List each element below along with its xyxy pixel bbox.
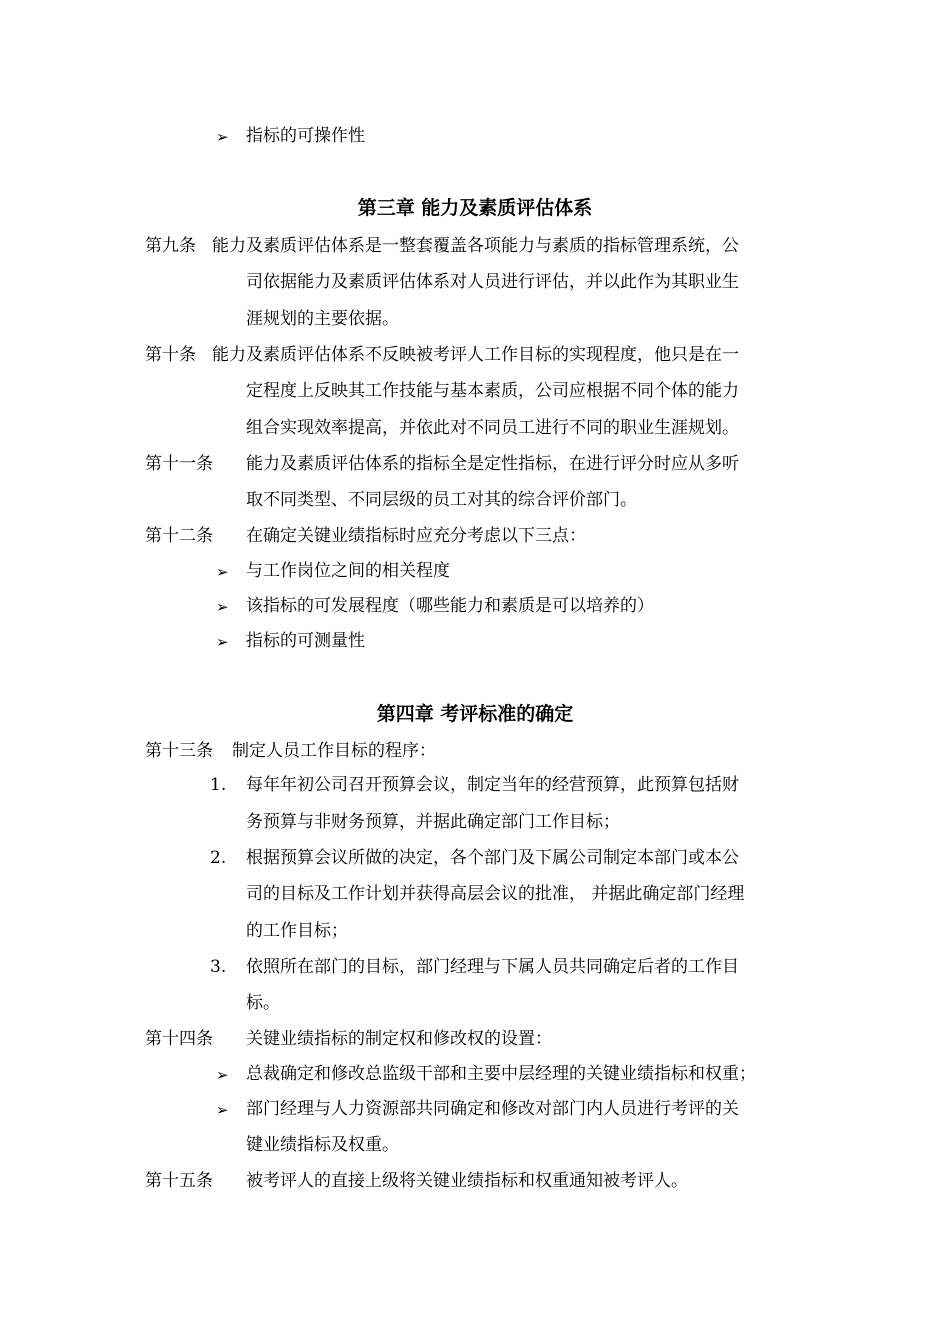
bullet-arrow-icon: ➢ xyxy=(216,1066,229,1084)
bullet-arrow-icon: ➢ xyxy=(216,1101,229,1119)
list-number: 2. xyxy=(210,848,227,868)
bullet-arrow-icon: ➢ xyxy=(216,128,229,146)
article-11-line: 取不同类型、不同层级的员工对其的综合评价部门。 xyxy=(246,490,637,510)
list-item-line: 务预算与非财务预算，并据此确定部门工作目标； xyxy=(246,812,620,832)
bullet-text: 指标的可操作性 xyxy=(246,126,365,146)
chapter-4-title: 第四章 考评标准的确定 xyxy=(376,703,574,725)
list-item-line: 司的目标及工作计划并获得高层会议的批准， 并据此确定部门经理 xyxy=(246,884,745,904)
bullet-text: 该指标的可发展程度（哪些能力和素质是可以培养的） xyxy=(246,596,654,616)
list-item-line: 标。 xyxy=(246,993,280,1013)
chapter-3-title: 第三章 能力及素质评估体系 xyxy=(357,197,593,219)
article-10-line: 能力及素质评估体系不反映被考评人工作目标的实现程度，他只是在一 xyxy=(212,345,739,365)
bullet-arrow-icon: ➢ xyxy=(216,563,229,581)
article-13-label: 第十三条 xyxy=(145,741,213,761)
article-9-label: 第九条 xyxy=(145,236,196,256)
list-item-line: 每年年初公司召开预算会议，制定当年的经营预算，此预算包括财 xyxy=(246,775,739,795)
list-number: 3. xyxy=(210,957,227,977)
article-12-label: 第十二条 xyxy=(145,526,213,546)
list-item-line: 的工作目标； xyxy=(246,921,348,941)
bullet-text: 指标的可测量性 xyxy=(246,631,365,651)
article-9-line: 能力及素质评估体系是一整套覆盖各项能力与素质的指标管理系统，公 xyxy=(212,236,739,256)
article-11-line: 能力及素质评估体系的指标全是定性指标，在进行评分时应从多听 xyxy=(246,454,739,474)
bullet-text: 与工作岗位之间的相关程度 xyxy=(246,561,450,581)
article-14-text: 关键业绩指标的制定权和修改权的设置： xyxy=(246,1029,552,1049)
article-9-line: 涯规划的主要依据。 xyxy=(246,309,399,329)
article-13-text: 制定人员工作目标的程序： xyxy=(232,741,436,761)
list-number: 1. xyxy=(210,775,227,795)
article-15-text: 被考评人的直接上级将关键业绩指标和权重通知被考评人。 xyxy=(246,1171,688,1191)
article-14-label: 第十四条 xyxy=(145,1029,213,1049)
bullet-arrow-icon: ➢ xyxy=(216,598,229,616)
article-9-line: 司依据能力及素质评估体系对人员进行评估，并以此作为其职业生 xyxy=(246,272,739,292)
list-item-line: 根据预算会议所做的决定，各个部门及下属公司制定本部门或本公 xyxy=(246,848,739,868)
bullet-text: 键业绩指标及权重。 xyxy=(246,1135,399,1155)
list-item-line: 依照所在部门的目标，部门经理与下属人员共同确定后者的工作目 xyxy=(246,957,739,977)
bullet-text: 总裁确定和修改总监级干部和主要中层经理的关键业绩指标和权重； xyxy=(246,1064,756,1084)
article-10-line: 组合实现效率提高，并依此对不同员工进行不同的职业生涯规划。 xyxy=(246,418,739,438)
bullet-arrow-icon: ➢ xyxy=(216,633,229,651)
bullet-text: 部门经理与人力资源部共同确定和修改对部门内人员进行考评的关 xyxy=(246,1099,739,1119)
article-10-line: 定程度上反映其工作技能与基本素质，公司应根据不同个体的能力 xyxy=(246,381,739,401)
article-10-label: 第十条 xyxy=(145,345,196,365)
article-12-text: 在确定关键业绩指标时应充分考虑以下三点： xyxy=(246,526,586,546)
article-11-label: 第十一条 xyxy=(145,454,213,474)
article-15-label: 第十五条 xyxy=(145,1171,213,1191)
